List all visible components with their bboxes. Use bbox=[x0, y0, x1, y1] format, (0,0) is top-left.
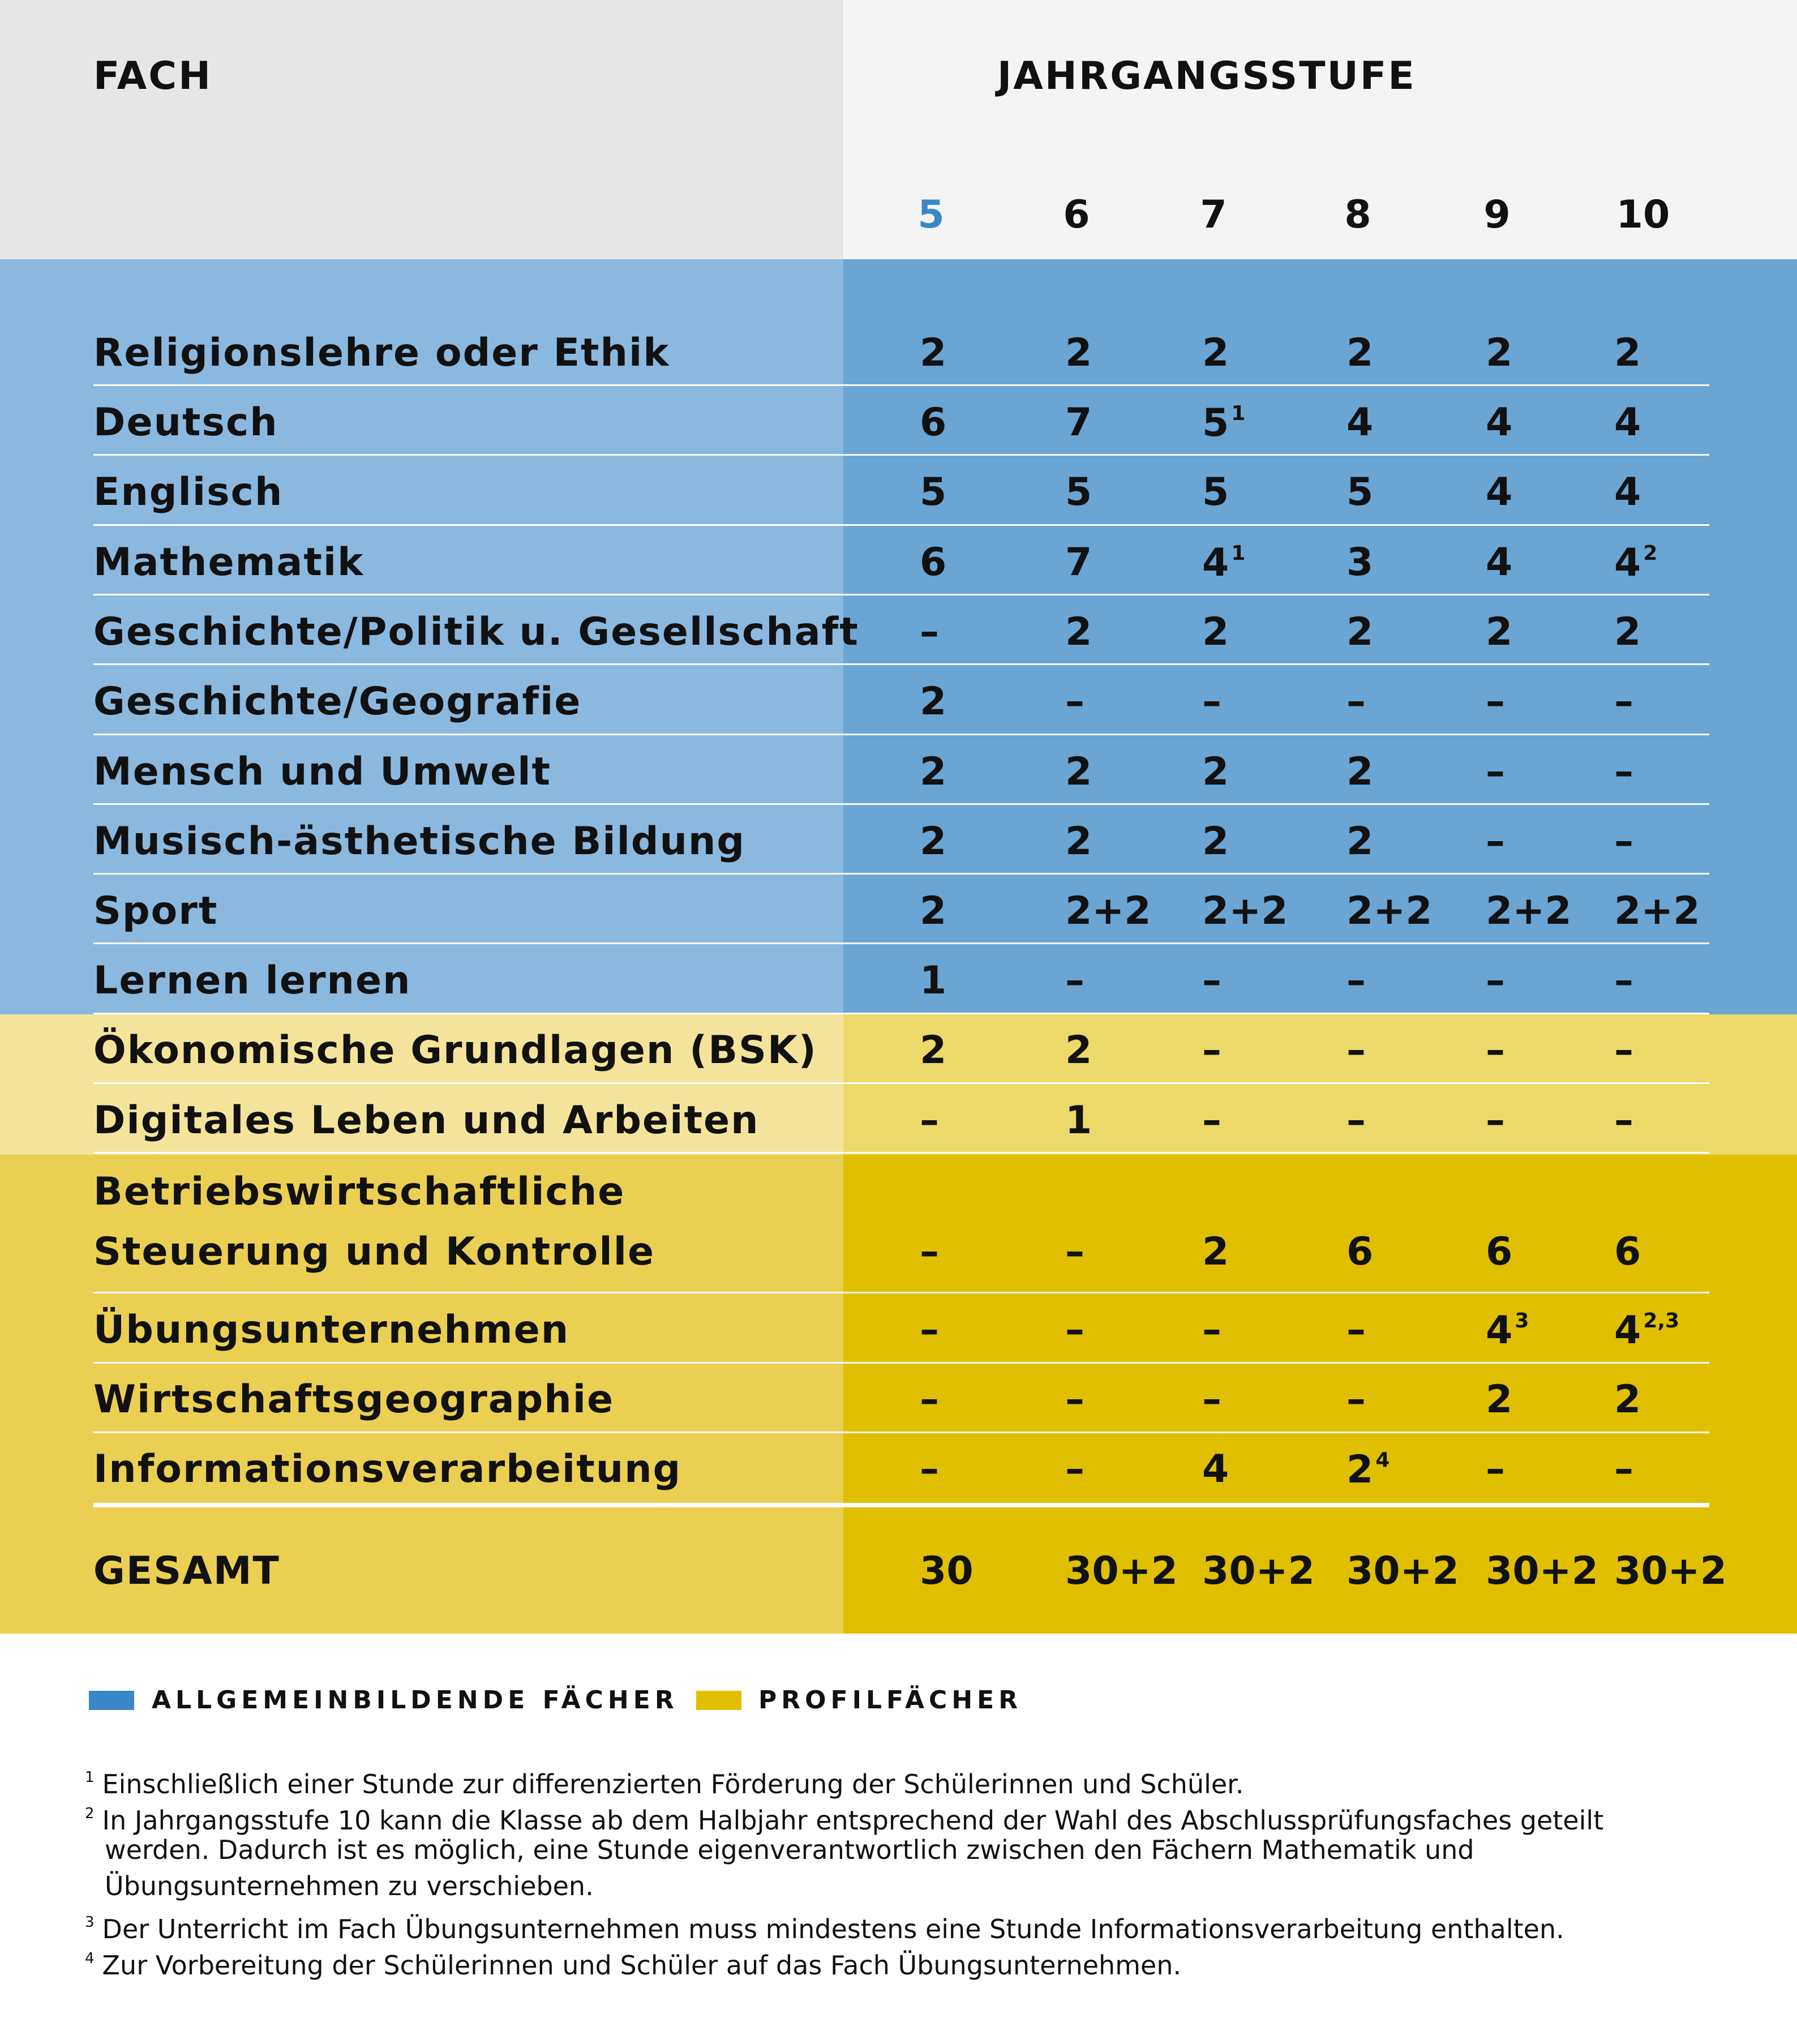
hours-cell bbox=[1202, 958, 1221, 1003]
subject-label: Steuerung und Kontrolle bbox=[93, 1229, 655, 1274]
hours-value: 6 bbox=[920, 400, 947, 445]
footnote-line bbox=[85, 1940, 1181, 1983]
hours-cell bbox=[1486, 958, 1505, 1003]
hours-value: – bbox=[1346, 1028, 1366, 1073]
hours-value: 2 bbox=[1614, 1377, 1641, 1422]
hours-value: – bbox=[920, 1098, 939, 1143]
hours-value: 2 bbox=[1486, 610, 1513, 654]
hours-cell bbox=[1346, 400, 1374, 445]
hours-cell bbox=[1614, 470, 1641, 515]
hours-value: 2 bbox=[920, 889, 947, 933]
hours-cell bbox=[920, 400, 947, 445]
footnote-line bbox=[105, 1868, 594, 1904]
subject-label-line1: Betriebswirtschaftliche bbox=[93, 1169, 625, 1214]
footnote-ref: 2,3 bbox=[1643, 1309, 1680, 1332]
grade-9-header: 9 bbox=[1483, 192, 1511, 237]
footnote-text: Einschließlich einer Stunde zur differenzierten Förderung der Schülerinnen und Schüler. bbox=[102, 1769, 1244, 1799]
footnote-number: 1 bbox=[85, 1769, 95, 1786]
hours-value: – bbox=[1486, 1447, 1505, 1492]
footnote-number: 4 bbox=[85, 1950, 95, 1967]
hours-cell bbox=[1346, 470, 1374, 515]
row-separator bbox=[93, 942, 1709, 944]
subject-label: Lernen lernen bbox=[93, 958, 411, 1003]
hours-cell bbox=[1346, 1447, 1390, 1492]
hours-value: 2 bbox=[1065, 749, 1092, 794]
hours-cell bbox=[920, 958, 947, 1003]
subject-label: Geschichte/Politik u. Gesellschaft bbox=[93, 610, 859, 654]
hours-value: 4 bbox=[1614, 541, 1641, 585]
hours-cell bbox=[1614, 1377, 1641, 1422]
hours-value: 2 bbox=[920, 331, 947, 375]
hours-cell bbox=[1065, 400, 1092, 445]
row-separator bbox=[93, 1152, 1709, 1154]
hours-value: – bbox=[1065, 1377, 1084, 1422]
hours-cell bbox=[1614, 679, 1633, 724]
hours-value: 6 bbox=[1614, 1229, 1641, 1274]
hours-cell bbox=[920, 889, 947, 933]
hours-cell bbox=[920, 1308, 939, 1352]
footnote-ref: 2 bbox=[1643, 542, 1658, 565]
legend-profil-label: PROFILFÄCHER bbox=[758, 1686, 1023, 1715]
hours-cell bbox=[1065, 679, 1084, 724]
hours-value: 6 bbox=[1486, 1229, 1513, 1274]
hours-value: – bbox=[1202, 1377, 1221, 1422]
hours-cell bbox=[1065, 1028, 1092, 1073]
hours-cell bbox=[1202, 1229, 1229, 1274]
subject-label: Ökonomische Grundlagen (BSK) bbox=[93, 1028, 817, 1073]
hours-cell bbox=[1202, 749, 1229, 794]
hours-cell bbox=[1202, 819, 1229, 864]
hours-cell bbox=[1202, 889, 1288, 933]
hours-cell bbox=[1065, 610, 1092, 654]
row-separator bbox=[93, 803, 1709, 805]
subject-label: Musisch-ästhetische Bildung bbox=[93, 819, 746, 864]
hours-value: 4 bbox=[1486, 1308, 1513, 1353]
hours-cell bbox=[1486, 470, 1513, 515]
hours-cell bbox=[1486, 610, 1513, 654]
hours-value: – bbox=[1346, 958, 1366, 1003]
hours-value: – bbox=[1065, 1447, 1084, 1492]
hours-cell bbox=[1202, 1447, 1229, 1492]
footnote-text: Übungsunternehmen zu verschieben. bbox=[105, 1871, 594, 1901]
grade-7-header: 7 bbox=[1200, 192, 1227, 237]
hours-value: 4 bbox=[1614, 470, 1641, 515]
total-label: GESAMT bbox=[93, 1549, 280, 1593]
hours-cell bbox=[1202, 470, 1229, 515]
hours-value: – bbox=[920, 1229, 939, 1274]
hours-cell bbox=[920, 1028, 947, 1073]
hours-cell bbox=[1065, 540, 1092, 585]
hours-value: – bbox=[1202, 1098, 1221, 1143]
hours-cell bbox=[1486, 889, 1572, 933]
hours-cell bbox=[1614, 889, 1700, 933]
hours-value: 2+2 bbox=[1346, 889, 1433, 933]
hours-value: 2 bbox=[1065, 610, 1092, 654]
subject-label: Deutsch bbox=[93, 400, 278, 445]
hours-cell bbox=[1202, 1028, 1221, 1073]
hours-value: 2 bbox=[1065, 331, 1092, 375]
header-left-bg bbox=[0, 0, 843, 259]
hours-cell bbox=[1065, 331, 1092, 375]
hours-cell bbox=[1202, 1098, 1221, 1143]
hours-value: 3 bbox=[1346, 540, 1374, 585]
hours-value: – bbox=[920, 1308, 939, 1352]
row-separator bbox=[93, 873, 1709, 875]
hours-cell bbox=[920, 679, 947, 724]
row-separator bbox=[93, 384, 1709, 386]
footnote-ref: 4 bbox=[1375, 1449, 1390, 1472]
hours-cell bbox=[1614, 1447, 1633, 1492]
hours-cell bbox=[1202, 541, 1246, 585]
footnote-text: Der Unterricht im Fach Übungsunternehmen muss mindestens eine Stunde Informationsverarbeitung enthalten. bbox=[102, 1914, 1564, 1944]
hours-cell bbox=[1486, 1028, 1505, 1073]
hours-cell bbox=[920, 1098, 939, 1143]
hours-value: – bbox=[1346, 1377, 1366, 1422]
hours-cell bbox=[1065, 1229, 1084, 1274]
hours-cell bbox=[1486, 679, 1505, 724]
subject-label: Digitales Leben und Arbeiten bbox=[93, 1098, 760, 1143]
hours-cell bbox=[1346, 1377, 1366, 1422]
hours-value: 2+2 bbox=[1486, 889, 1572, 933]
hours-value: – bbox=[1065, 958, 1084, 1003]
hours-value: – bbox=[1614, 819, 1633, 864]
hours-cell bbox=[1346, 1098, 1366, 1143]
hours-cell bbox=[920, 1447, 939, 1492]
hours-value: 2 bbox=[1065, 819, 1092, 864]
hours-cell bbox=[1486, 1229, 1513, 1274]
hours-cell bbox=[1486, 1098, 1505, 1143]
hours-cell bbox=[920, 1377, 939, 1422]
subject-label: Mensch und Umwelt bbox=[93, 749, 552, 794]
hours-value: 2 bbox=[1202, 749, 1229, 794]
hours-cell bbox=[1486, 749, 1505, 794]
hours-cell bbox=[1614, 400, 1641, 445]
hours-cell bbox=[1486, 1377, 1513, 1422]
grade-8-header: 8 bbox=[1344, 192, 1371, 237]
hours-value: 7 bbox=[1065, 540, 1092, 585]
hours-cell bbox=[1614, 331, 1641, 375]
row-separator bbox=[93, 1013, 1709, 1014]
hours-cell bbox=[1065, 819, 1092, 864]
hours-value: 2 bbox=[1065, 1028, 1092, 1073]
grade-10-header: 10 bbox=[1616, 192, 1670, 237]
hours-value: – bbox=[1614, 749, 1633, 794]
hours-value: 4 bbox=[1486, 540, 1513, 585]
hours-cell bbox=[920, 749, 947, 794]
hours-cell bbox=[920, 470, 947, 515]
hours-cell bbox=[1346, 331, 1374, 375]
hours-cell bbox=[1202, 331, 1229, 375]
hours-value: 2+2 bbox=[1202, 889, 1288, 933]
total-separator bbox=[93, 1503, 1709, 1507]
hours-cell bbox=[1065, 1308, 1084, 1352]
hours-value: 2 bbox=[1202, 819, 1229, 864]
subject-label: Sport bbox=[93, 889, 218, 933]
hours-value: 2 bbox=[1614, 610, 1641, 654]
hours-cell bbox=[1486, 540, 1513, 585]
hours-cell bbox=[1346, 1229, 1374, 1274]
hours-value: – bbox=[1346, 1308, 1366, 1352]
row-separator bbox=[93, 524, 1709, 526]
hours-value: – bbox=[1614, 1447, 1633, 1492]
total-cell: 30+2 bbox=[1486, 1549, 1598, 1593]
hours-cell bbox=[1614, 958, 1633, 1003]
hours-cell bbox=[1614, 1098, 1633, 1143]
hours-cell bbox=[1614, 1028, 1633, 1073]
hours-cell bbox=[1065, 470, 1092, 515]
hours-value: 2 bbox=[920, 1028, 947, 1073]
hours-value: – bbox=[920, 1447, 939, 1492]
hours-cell bbox=[1346, 889, 1433, 933]
hours-value: 6 bbox=[920, 540, 947, 585]
hours-value: – bbox=[1065, 679, 1084, 724]
hours-value: – bbox=[1486, 958, 1505, 1003]
hours-value: – bbox=[1614, 679, 1633, 724]
footnote-text: Zur Vorbereitung der Schülerinnen und Schüler auf das Fach Übungsunternehmen. bbox=[102, 1950, 1182, 1981]
hours-value: 2 bbox=[920, 819, 947, 864]
hours-value: 2 bbox=[1202, 610, 1229, 654]
hours-value: 2 bbox=[1486, 1377, 1513, 1422]
hours-value: 5 bbox=[1065, 470, 1092, 515]
hours-cell bbox=[920, 610, 939, 654]
hours-cell bbox=[920, 540, 947, 585]
hours-value: 7 bbox=[1065, 400, 1092, 445]
hours-value: – bbox=[1065, 1308, 1084, 1352]
hours-value: – bbox=[1486, 1028, 1505, 1073]
hours-cell bbox=[1486, 1308, 1529, 1353]
hours-value: 1 bbox=[920, 958, 947, 1003]
hours-cell bbox=[1614, 610, 1641, 654]
hours-cell bbox=[1346, 610, 1374, 654]
hours-cell bbox=[1486, 400, 1513, 445]
hours-value: 2 bbox=[1346, 1447, 1374, 1492]
hours-value: – bbox=[1346, 679, 1366, 724]
hours-value: 4 bbox=[1202, 541, 1229, 585]
legend-general-label: ALLGEMEINBILDENDE FÄCHER bbox=[152, 1686, 679, 1715]
hours-cell bbox=[1614, 1229, 1641, 1274]
subject-label: Mathematik bbox=[93, 540, 364, 585]
hours-value: 2 bbox=[1346, 749, 1374, 794]
hours-value: – bbox=[1614, 1098, 1633, 1143]
row-separator bbox=[93, 594, 1709, 595]
hours-value: – bbox=[1486, 749, 1505, 794]
hours-value: – bbox=[1614, 958, 1633, 1003]
subject-label: Wirtschaftsgeographie bbox=[93, 1377, 615, 1422]
hours-value: 5 bbox=[1202, 401, 1229, 445]
subject-label: Geschichte/Geografie bbox=[93, 679, 582, 724]
hours-value: – bbox=[1202, 1308, 1221, 1352]
hours-cell bbox=[1486, 819, 1505, 864]
hours-cell bbox=[1202, 679, 1221, 724]
footnote-line bbox=[105, 1832, 1474, 1868]
profil-light-right-bg bbox=[843, 1014, 1797, 1155]
hours-value: 5 bbox=[920, 470, 947, 515]
hours-value: 4 bbox=[1486, 400, 1513, 445]
hours-value: – bbox=[1614, 1028, 1633, 1073]
hours-cell bbox=[1065, 1447, 1084, 1492]
hours-cell bbox=[1065, 958, 1084, 1003]
total-cell: 30+2 bbox=[1346, 1549, 1459, 1593]
row-separator bbox=[93, 454, 1709, 456]
hours-cell bbox=[1202, 1377, 1221, 1422]
hours-cell bbox=[1346, 958, 1366, 1003]
grade-6-header: 6 bbox=[1063, 192, 1090, 237]
total-cell: 30+2 bbox=[1614, 1549, 1727, 1593]
hours-value: – bbox=[920, 1377, 939, 1422]
footnote-ref: 3 bbox=[1515, 1309, 1529, 1332]
hours-value: 2 bbox=[920, 679, 947, 724]
hours-value: 4 bbox=[1614, 400, 1641, 445]
footnote-ref: 1 bbox=[1231, 402, 1246, 425]
legend-general-swatch bbox=[89, 1691, 134, 1710]
total-cell: 30+2 bbox=[1202, 1549, 1315, 1593]
hours-value: 2 bbox=[1346, 331, 1374, 375]
hours-cell bbox=[920, 819, 947, 864]
hours-value: 4 bbox=[1202, 1447, 1229, 1492]
hours-cell bbox=[1486, 1447, 1505, 1492]
hours-value: 1 bbox=[1065, 1098, 1092, 1143]
hours-value: – bbox=[1486, 1098, 1505, 1143]
hours-cell bbox=[1202, 610, 1229, 654]
hours-value: 5 bbox=[1202, 470, 1229, 515]
hours-cell bbox=[920, 1229, 939, 1274]
hours-cell bbox=[1065, 889, 1151, 933]
hours-cell bbox=[1065, 1377, 1084, 1422]
hours-value: – bbox=[1202, 679, 1221, 724]
hours-value: 2 bbox=[1346, 819, 1374, 864]
hours-cell bbox=[1346, 749, 1374, 794]
hours-value: 4 bbox=[1614, 1308, 1641, 1353]
hours-cell bbox=[1346, 1028, 1366, 1073]
legend-profil-swatch bbox=[696, 1691, 741, 1710]
hours-value: 2 bbox=[1202, 1229, 1229, 1274]
total-cell: 30 bbox=[920, 1549, 973, 1593]
hours-cell bbox=[1346, 1308, 1366, 1352]
row-separator bbox=[93, 663, 1709, 665]
hours-value: 2 bbox=[1346, 610, 1374, 654]
footnote-text: In Jahrgangsstufe 10 kann die Klasse ab dem Halbjahr entsprechend der Wahl des Abschlussprüfungsfaches geteilt bbox=[102, 1805, 1604, 1836]
hours-value: 2+2 bbox=[1614, 889, 1700, 933]
hours-cell bbox=[1202, 1308, 1221, 1352]
hours-value: 2 bbox=[1614, 331, 1641, 375]
subject-label: Übungsunternehmen bbox=[93, 1308, 570, 1352]
hours-cell bbox=[1614, 1308, 1680, 1353]
footnote-number: 2 bbox=[85, 1805, 95, 1822]
hours-cell bbox=[1614, 541, 1658, 585]
hours-cell bbox=[1065, 749, 1092, 794]
hours-cell bbox=[920, 331, 947, 375]
row-separator bbox=[93, 1362, 1709, 1364]
hours-cell bbox=[1065, 1098, 1092, 1143]
subject-label: Informationsverarbeitung bbox=[93, 1447, 682, 1492]
hours-value: 6 bbox=[1346, 1229, 1374, 1274]
jahrgangsstufe-header: JAHRGANGSSTUFE bbox=[997, 54, 1416, 98]
hours-value: 2 bbox=[1202, 331, 1229, 375]
hours-cell bbox=[1614, 749, 1633, 794]
hours-cell bbox=[1346, 819, 1374, 864]
footnote-text: werden. Dadurch ist es möglich, eine Stunde eigenverantwortlich zwischen den Fächern Mathematik und bbox=[105, 1835, 1474, 1865]
total-cell: 30+2 bbox=[1065, 1549, 1178, 1593]
hours-cell bbox=[1614, 819, 1633, 864]
grade-5-header: 5 bbox=[917, 192, 945, 237]
hours-value: 4 bbox=[1346, 400, 1374, 445]
hours-value: – bbox=[1202, 958, 1221, 1003]
subject-label: Religionslehre oder Ethik bbox=[93, 331, 670, 375]
hours-cell bbox=[1346, 679, 1366, 724]
row-separator bbox=[93, 734, 1709, 735]
hours-cell bbox=[1202, 401, 1246, 445]
hours-value: 2 bbox=[1486, 331, 1513, 375]
hours-value: – bbox=[1346, 1098, 1366, 1143]
hours-value: – bbox=[1202, 1028, 1221, 1073]
footnote-ref: 1 bbox=[1231, 542, 1246, 565]
hours-value: 4 bbox=[1486, 470, 1513, 515]
hours-cell bbox=[1346, 540, 1374, 585]
row-separator bbox=[93, 1082, 1709, 1084]
hours-value: – bbox=[920, 610, 939, 654]
subject-label: Englisch bbox=[93, 470, 284, 515]
row-separator bbox=[93, 1292, 1709, 1293]
hours-value: – bbox=[1486, 679, 1505, 724]
row-separator bbox=[93, 1432, 1709, 1433]
footnote-number: 3 bbox=[85, 1914, 95, 1931]
hours-cell bbox=[1486, 331, 1513, 375]
hours-value: 5 bbox=[1346, 470, 1374, 515]
hours-value: – bbox=[1065, 1229, 1084, 1274]
hours-value: 2+2 bbox=[1065, 889, 1151, 933]
hours-value: 2 bbox=[920, 749, 947, 794]
fach-header: FACH bbox=[93, 54, 213, 98]
hours-value: – bbox=[1486, 819, 1505, 864]
